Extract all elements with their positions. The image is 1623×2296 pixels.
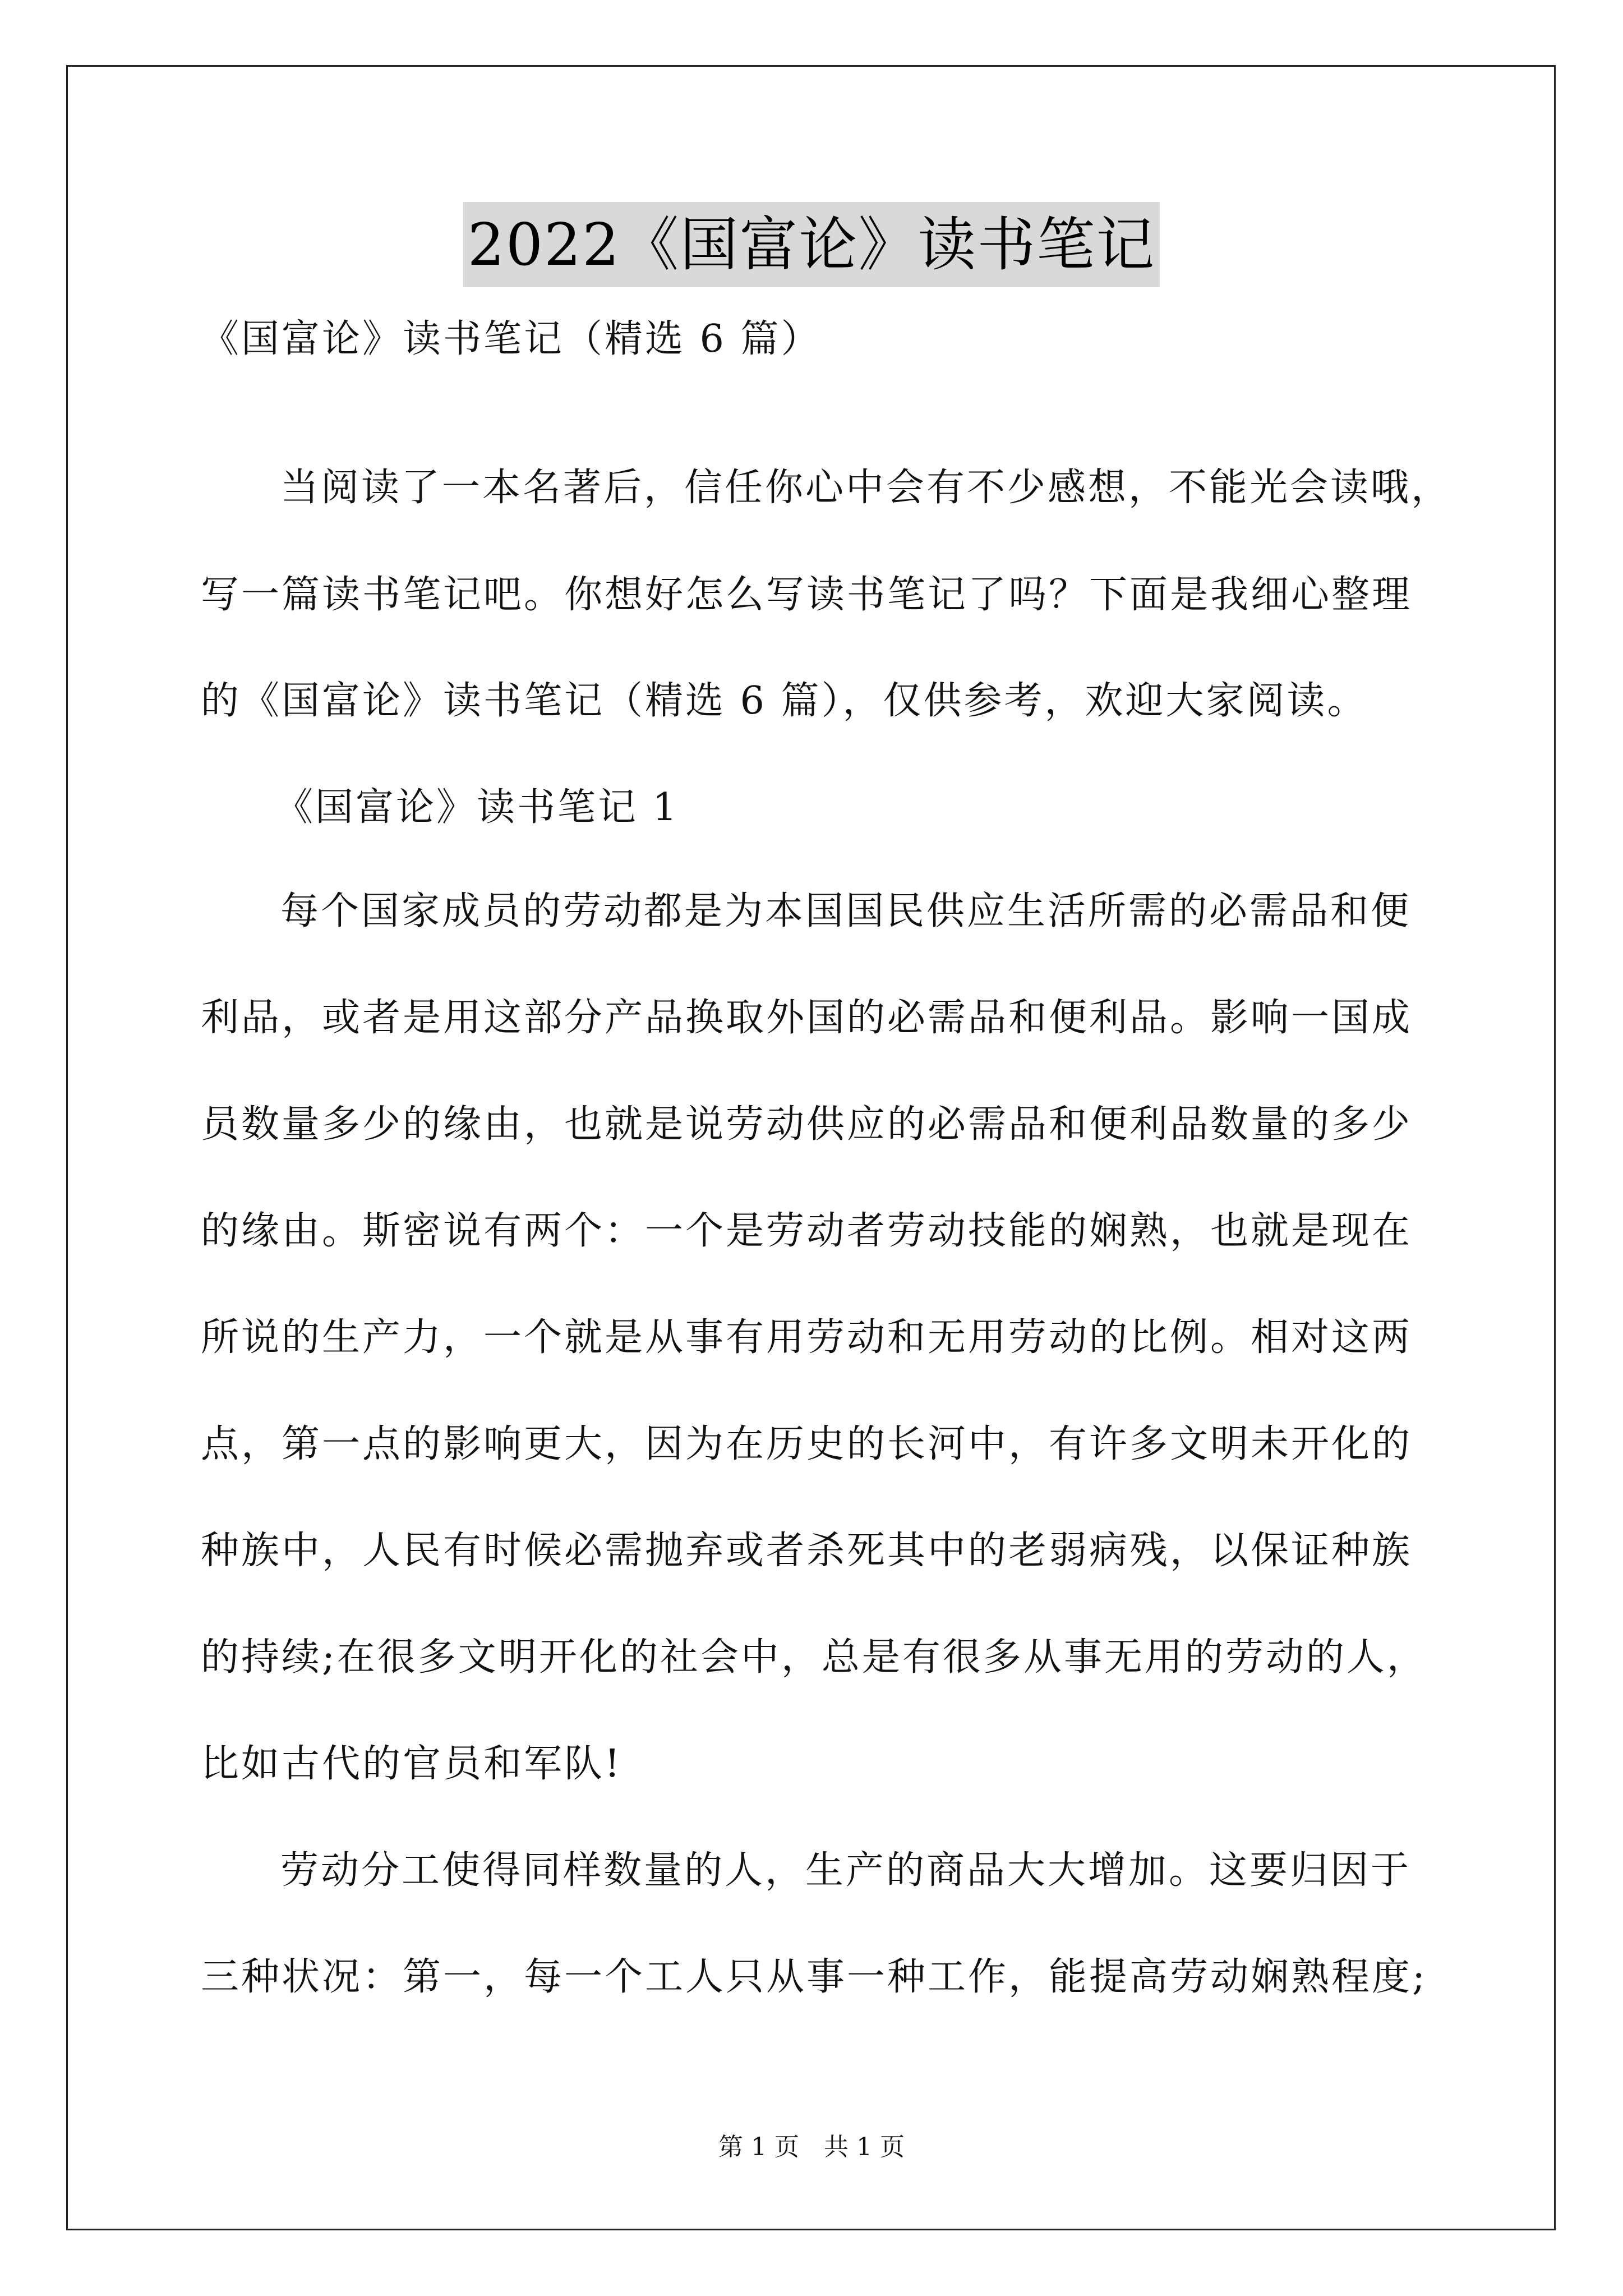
paragraph-line: 种族中，人民有时候必需抛弃或者杀死其中的老弱病残，以保证种族	[201, 1529, 1413, 1573]
title-container	[0, 202, 1623, 287]
paragraph-line: 每个国家成员的劳动都是为本国国民供应生活所需的必需品和便	[280, 889, 1412, 933]
subtitle-line: 《国富论》读书笔记（精选 6 篇）	[201, 317, 822, 361]
section-heading: 《国富论》读书笔记 1	[275, 785, 679, 830]
paragraph-line: 点，第一点的影响更大，因为在历史的长河中，有许多文明未开化的	[201, 1422, 1413, 1466]
paragraph-line: 的缘由。斯密说有两个：一个是劳动者劳动技能的娴熟，也就是现在	[201, 1209, 1413, 1253]
paragraph-line: 写一篇读书笔记吧。你想好怎么写读书笔记了吗？下面是我细心整理	[201, 573, 1413, 617]
paragraph-line: 的持续;在很多文明开化的社会中，总是有很多从事无用的劳动的人，	[201, 1635, 1427, 1680]
paragraph-line: 所说的生产力，一个就是从事有用劳动和无用劳动的比例。相对这两	[201, 1315, 1413, 1360]
paragraph-line: 的《国富论》读书笔记（精选 6 篇），仅供参考，欢迎大家阅读。	[201, 679, 1368, 723]
document-title: 2022《国富论》读书笔记	[463, 202, 1160, 287]
paragraph-line: 劳动分工使得同样数量的人，生产的商品大大增加。这要归因于	[280, 1848, 1412, 1893]
paragraph-line: 比如古代的官员和军队!	[201, 1742, 623, 1786]
paragraph-line: 当阅读了一本名著后，信任你心中会有不少感想，不能光会读哦，	[280, 466, 1452, 510]
paragraph-line: 利品，或者是用这部分产品换取外国的必需品和便利品。影响一国成	[201, 996, 1413, 1040]
page-footer: 第 1 页 共 1 页	[718, 2133, 905, 2161]
paragraph-line: 员数量多少的缘由，也就是说劳动供应的必需品和便利品数量的多少	[201, 1102, 1413, 1147]
paragraph-line: 三种状况：第一，每一个工人只从事一种工作，能提高劳动娴熟程度;	[201, 1955, 1427, 1999]
